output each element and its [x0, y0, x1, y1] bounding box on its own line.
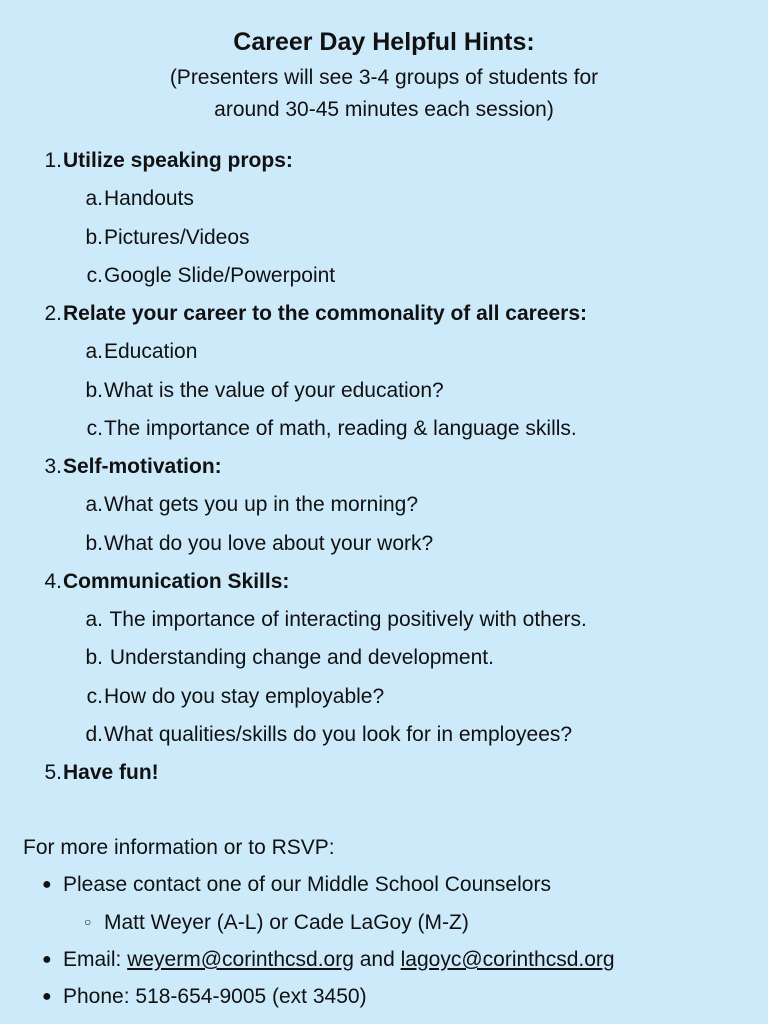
subitem-label: What do you love about your work? [104, 531, 434, 555]
hint-item [0, 754, 768, 792]
subitem-letter: b. [85, 531, 103, 555]
hint-subitem [0, 525, 768, 563]
hint-subitem [0, 372, 768, 410]
hint-subitem [0, 486, 768, 524]
contact-section [0, 829, 768, 1015]
subitem-label: Google Slide/Powerpoint [104, 263, 336, 287]
email-and: and [353, 947, 401, 971]
hints-list [0, 142, 768, 792]
subitem-label: What gets you up in the morning? [104, 493, 419, 517]
item-number: 3. [44, 455, 62, 478]
email-line [63, 941, 615, 978]
hint-subitem [0, 257, 768, 295]
subitem-letter: a. [85, 493, 103, 517]
subitem-label: Understanding change and development. [104, 646, 494, 670]
subitem-label: How do you stay employable? [104, 684, 385, 708]
subitem-letter: c. [86, 263, 103, 287]
subtitle-line-2: around 30-45 minutes each session) [214, 98, 554, 121]
hint-subitem [0, 639, 768, 677]
subitem-label: The importance of interacting positively with others. [104, 608, 587, 631]
hint-subitem [0, 678, 768, 716]
item-number: 2. [44, 302, 62, 325]
subitem-letter: b. [85, 378, 103, 402]
counselor-names: Matt Weyer (A-L) or Cade LaGoy (M-Z) [104, 910, 469, 934]
hint-subitem [0, 601, 768, 639]
hint-item [0, 142, 768, 180]
item-number: 1. [44, 149, 62, 172]
contact-heading: For more information or to RSVP: [23, 836, 335, 859]
hint-item [0, 295, 768, 333]
hint-item [0, 448, 768, 486]
item-number: 4. [44, 569, 62, 593]
bullet-icon: ● [42, 876, 52, 894]
hint-subitem [0, 410, 768, 448]
item-number: 5. [44, 761, 62, 784]
counselors-text: Please contact one of our Middle School Counselors [63, 873, 551, 897]
subitem-label: The importance of math, reading & language skills. [104, 416, 577, 440]
email-link-lagoy[interactable]: lagoyc@corinthcsd.org [400, 947, 615, 971]
hint-subitem [0, 716, 768, 754]
subitem-label: What is the value of your education? [104, 378, 444, 402]
page-title: Career Day Helpful Hints: [233, 28, 535, 56]
subitem-letter: b. [85, 646, 103, 670]
subitem-label: Handouts [104, 187, 194, 211]
item-label: Relate your career to the commonality of all careers: [63, 302, 588, 325]
hint-subitem [0, 333, 768, 371]
subitem-label: Education [104, 340, 198, 364]
subitem-letter: a. [85, 608, 103, 631]
hint-subitem [0, 219, 768, 257]
hint-subitem [0, 180, 768, 218]
subitem-letter: b. [85, 225, 103, 249]
subitem-letter: a. [85, 340, 103, 364]
bullet-icon: ● [42, 950, 52, 968]
item-label: Utilize speaking props: [63, 149, 293, 172]
bullet-icon: ● [42, 988, 52, 1006]
subitem-label: What qualities/skills do you look for in employees? [104, 722, 573, 746]
item-label: Communication Skills: [63, 569, 290, 593]
hint-item [0, 563, 768, 601]
subtitle-line-1: (Presenters will see 3-4 groups of students for [169, 66, 599, 89]
item-label: Have fun! [63, 761, 159, 784]
subitem-label: Pictures/Videos [104, 225, 250, 249]
email-link-weyer[interactable]: weyerm@corinthcsd.org [127, 947, 354, 971]
subitem-letter: a. [85, 187, 103, 211]
subitem-letter: c. [86, 684, 103, 708]
subitem-letter: d. [85, 722, 103, 746]
hollow-bullet-icon: ○ [84, 914, 92, 929]
item-label: Self-motivation: [63, 455, 222, 478]
subitem-letter: c. [86, 416, 103, 440]
email-label: Email: [63, 947, 128, 971]
phone-text: Phone: 518-654-9005 (ext 3450) [63, 985, 367, 1009]
